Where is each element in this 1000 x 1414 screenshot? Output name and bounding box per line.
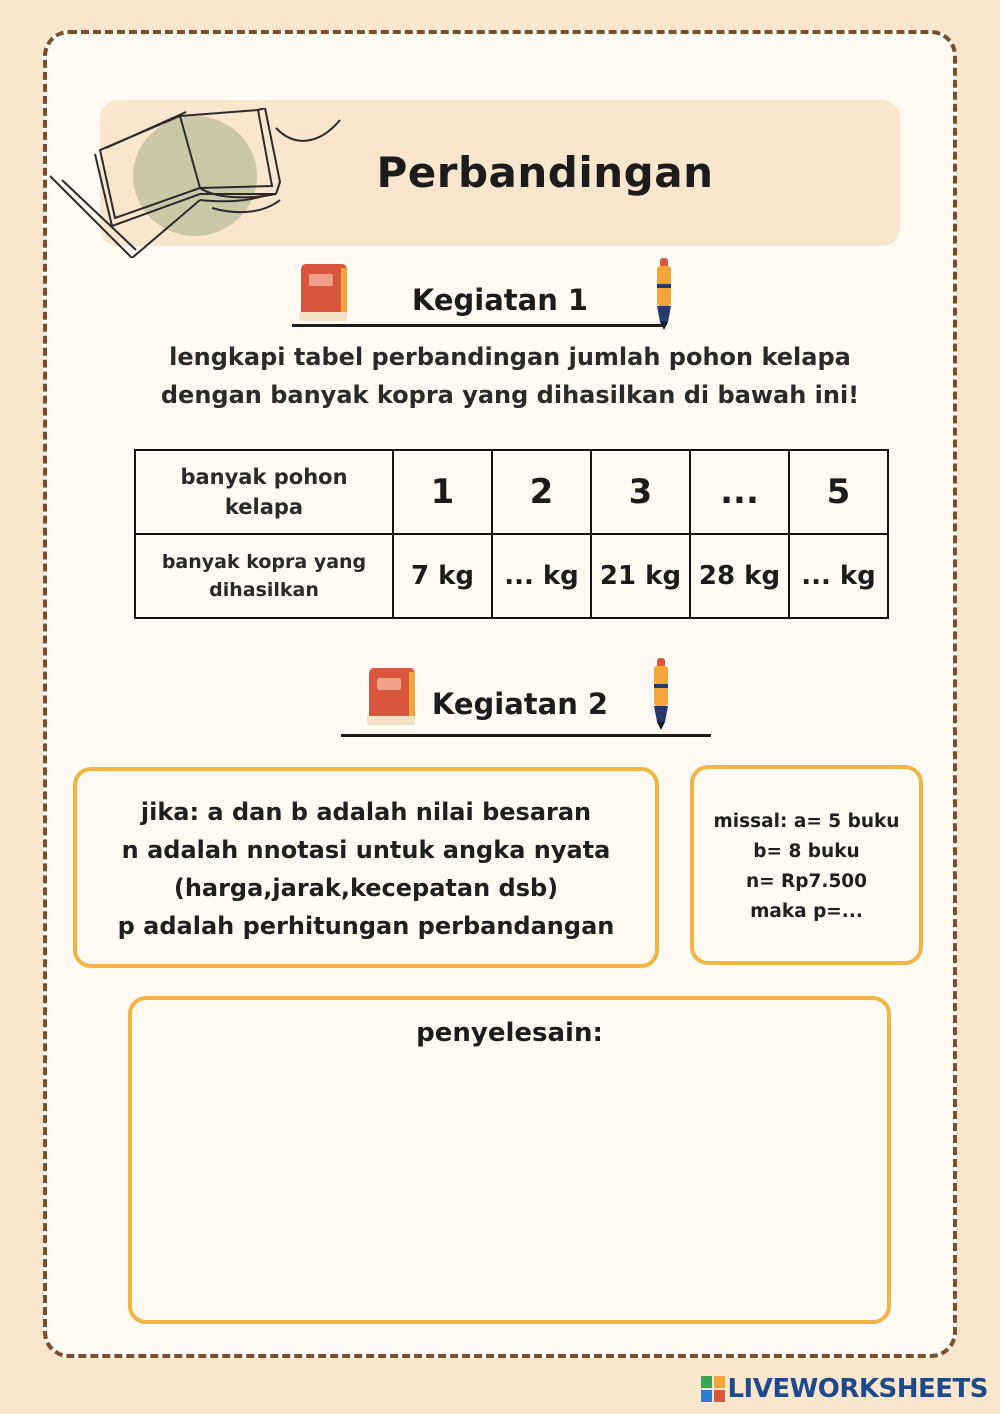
row-header-kopra-line1: banyak kopra yang xyxy=(161,551,367,573)
instruction-line-1: lengkapi tabel perbandingan jumlah pohon kelapa xyxy=(169,343,851,371)
answer-box[interactable] xyxy=(128,996,891,1324)
table-row-kopra xyxy=(135,534,888,618)
pohon-cell-4-blank[interactable]: ... xyxy=(690,450,789,534)
pohon-cell-5: 5 xyxy=(789,450,888,534)
page-title: Perbandingan xyxy=(376,148,714,197)
book-icon xyxy=(365,664,421,728)
row-header-kopra xyxy=(135,534,393,618)
table-row-pohon xyxy=(135,450,888,534)
ratio-table xyxy=(134,449,889,619)
kopra-cell-4: 28 kg xyxy=(690,534,789,618)
book-icon xyxy=(297,260,353,324)
example-line-1: missal: a= 5 buku xyxy=(713,811,900,832)
kopra-cell-3: 21 kg xyxy=(591,534,690,618)
kopra-cell-2-blank[interactable]: ... kg xyxy=(492,534,591,618)
definition-line-3: (harga,jarak,kecepatan dsb) xyxy=(173,874,559,902)
definition-line-4: p adalah perhitungan perbandangan xyxy=(117,912,615,940)
pohon-cell-3: 3 xyxy=(591,450,690,534)
instruction-line-2: dengan banyak kopra yang dihasilkan di bawah ini! xyxy=(160,381,860,409)
kopra-cell-1: 7 kg xyxy=(393,534,492,618)
answer-label: penyelesain: xyxy=(416,1018,603,1048)
kegiatan-1-instruction xyxy=(120,338,900,414)
example-line-2: b= 8 buku xyxy=(753,841,860,862)
liveworksheets-watermark xyxy=(701,1372,988,1406)
watermark-text: LIVEWORKSHEETS xyxy=(727,1374,988,1404)
definition-line-1: jika: a dan b adalah nilai besaran xyxy=(140,798,592,826)
row-header-kopra-line2: dihasilkan xyxy=(209,579,319,601)
pohon-cell-1: 1 xyxy=(393,450,492,534)
definition-box xyxy=(73,767,659,968)
kegiatan-2-underline xyxy=(341,734,711,737)
example-box xyxy=(690,765,923,965)
open-book-illustration xyxy=(40,108,350,258)
example-line-4: maka p=... xyxy=(750,901,863,922)
definition-line-2: n adalah nnotasi untuk angka nyata xyxy=(121,836,611,864)
example-line-3: n= Rp7.500 xyxy=(745,871,868,892)
kopra-cell-5-blank[interactable]: ... kg xyxy=(789,534,888,618)
pen-icon xyxy=(652,258,676,332)
row-header-pohon-line1: banyak pohon xyxy=(180,465,348,489)
pen-icon xyxy=(649,658,673,732)
pohon-cell-2: 2 xyxy=(492,450,591,534)
row-header-pohon-line2: kelapa xyxy=(224,495,304,519)
liveworksheets-logo-icon xyxy=(701,1376,725,1402)
row-header-pohon xyxy=(135,450,393,534)
kegiatan-1-title: Kegiatan 1 xyxy=(411,283,589,317)
kegiatan-1-underline xyxy=(292,324,664,327)
kegiatan-2-title: Kegiatan 2 xyxy=(431,687,609,721)
